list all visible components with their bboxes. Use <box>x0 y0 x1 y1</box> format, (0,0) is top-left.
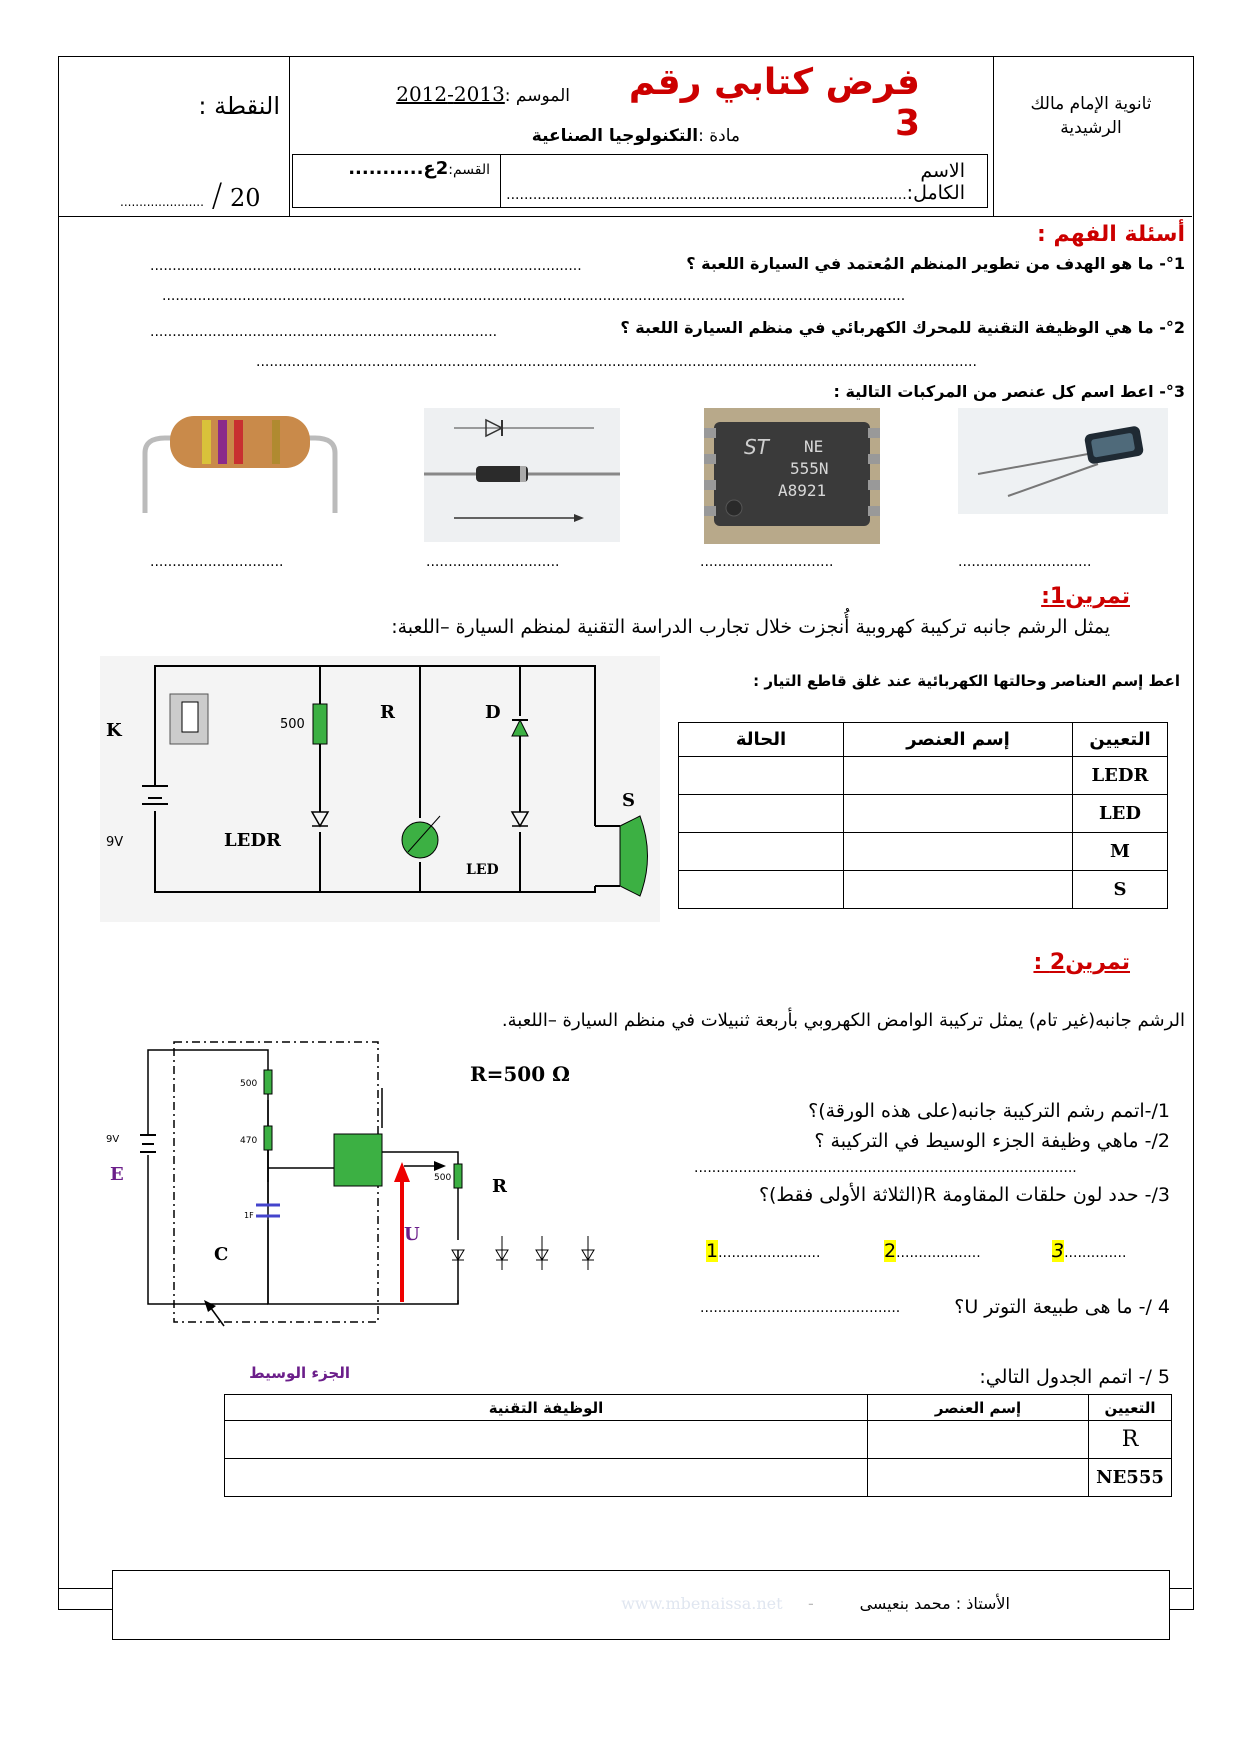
svg-text:K: K <box>106 720 122 741</box>
svg-text:ST: ST <box>744 435 769 459</box>
ne555-chip-image <box>704 408 880 544</box>
ring-3-answer[interactable]: 3.............. <box>1052 1240 1127 1262</box>
row-state-cell[interactable] <box>679 833 844 871</box>
exercise-2-table <box>224 1394 1172 1497</box>
exercise-1-instruction: اعط إسم العناصر وحالتها الكهربائية عند غلق قاطع التيار : <box>753 672 1180 690</box>
resistor-image <box>140 408 340 518</box>
subject: مادة :التكنولوجيا الصناعية <box>531 126 740 146</box>
row-function-cell[interactable] <box>225 1421 868 1459</box>
svg-text:500: 500 <box>240 1079 258 1089</box>
section-title-comprehension: أسئلة الفهم : <box>1036 222 1185 247</box>
capacitor-image <box>958 408 1168 514</box>
row-name-cell[interactable] <box>844 795 1073 833</box>
svg-text:E: E <box>110 1164 124 1185</box>
website-link[interactable]: www.mbenaissa.net <box>621 1594 783 1613</box>
row-designation: NE555 <box>1089 1459 1172 1497</box>
svg-text:LEDR: LEDR <box>224 830 281 851</box>
row-function-cell[interactable] <box>225 1459 868 1497</box>
row-name-cell[interactable] <box>844 871 1073 909</box>
svg-text:R: R <box>380 702 395 723</box>
exercise-2-question-1: 1/-اتمم رشم التركيبة جانبه(على هذه الورقة)؟ <box>808 1100 1170 1122</box>
col-header-state: الحالة <box>679 723 844 757</box>
answer-component-1[interactable]: .............................. <box>150 554 284 570</box>
answer-line-ex2-q2[interactable]: ...................................................................................... <box>694 1160 1077 1176</box>
school-name: ثانوية الإمام مالك الرشيدية <box>1030 94 1152 138</box>
answer-component-2[interactable]: .............................. <box>426 554 560 570</box>
answer-component-3[interactable]: .............................. <box>700 554 834 570</box>
col-header-designation: التعيين <box>1089 1395 1172 1421</box>
row-name-cell[interactable] <box>844 833 1073 871</box>
table-row <box>225 1459 1172 1497</box>
exercise-2-title: تمرين2 : <box>1033 950 1130 975</box>
exam-title: فرض كتابي رقم 3 <box>628 62 920 144</box>
col-header-technical-function: الوظيفة التقنية <box>225 1395 868 1421</box>
answer-line-1a[interactable]: ................................................................................................. <box>150 258 582 274</box>
col-header-designation: التعيين <box>1073 723 1168 757</box>
exercise-1-intro: يمثل الرشم جانبه تركيبة كهروبية أُنجزت خلال تجارب الدراسة التقنية لمنظم السيارة –اللعبة: <box>391 616 1110 638</box>
col-header-element-name: إسم العنصر <box>868 1395 1089 1421</box>
answer-line-2a[interactable]: .............................................................................. <box>150 324 498 340</box>
season: الموسم :2013-2012 <box>396 82 570 106</box>
exercise-1-table <box>678 722 1168 909</box>
row-designation: R <box>1089 1421 1172 1459</box>
row-designation: M <box>1073 833 1168 871</box>
answer-component-4[interactable]: .............................. <box>958 554 1092 570</box>
svg-text:U: U <box>404 1224 420 1245</box>
svg-text:555N: 555N <box>790 459 829 478</box>
col-header-element-name: إسم العنصر <box>844 723 1073 757</box>
middle-part-label: الجزء الوسيط <box>249 1364 350 1382</box>
svg-text:NE: NE <box>804 437 824 456</box>
svg-text:500: 500 <box>434 1173 452 1183</box>
ring-2-answer[interactable]: 2................... <box>884 1240 981 1262</box>
svg-text:C: C <box>214 1244 229 1265</box>
diode-image <box>424 408 620 542</box>
full-name-field[interactable]: الاسم الكامل:.......................................................................................... <box>506 160 965 204</box>
answer-line-2b[interactable]: .................................................................................................................................................................. <box>256 354 977 370</box>
svg-text:A8921: A8921 <box>778 481 827 500</box>
exercise-1-circuit <box>100 656 660 922</box>
row-state-cell[interactable] <box>679 871 844 909</box>
footer-credit: الأستاذ : محمد بنعيسى - www.mbenaissa.net <box>621 1594 1010 1613</box>
row-name-cell[interactable] <box>868 1421 1089 1459</box>
table-row <box>679 833 1168 871</box>
class-field[interactable]: القسم:2ع........... <box>348 158 490 179</box>
table-row <box>679 795 1168 833</box>
exercise-2-question-2: 2/- ماهي وظيفة الجزء الوسيط في التركيبة ؟ <box>814 1130 1170 1152</box>
row-name-cell[interactable] <box>868 1459 1089 1497</box>
row-state-cell[interactable] <box>679 795 844 833</box>
row-designation: LEDR <box>1073 757 1168 795</box>
svg-text:470: 470 <box>240 1136 258 1146</box>
row-designation: S <box>1073 871 1168 909</box>
grade-label: النقطة : <box>198 92 280 120</box>
svg-text:LED: LED <box>466 862 499 878</box>
exercise-2-question-3: 3/- حدد لون حلقات المقاومة R(الثلاثة الأولى فقط)؟ <box>758 1184 1170 1206</box>
exercise-1-title: تمرين1: <box>1041 584 1130 609</box>
resistance-value: R=500 Ω <box>470 1062 570 1086</box>
svg-text:D: D <box>485 702 501 723</box>
question-2: °2- ما هي الوظيفة التقنية للمحرك الكهربائي في منظم السيارة اللعبة ؟ <box>620 318 1185 337</box>
svg-text:9V: 9V <box>106 1134 120 1145</box>
svg-text:9V: 9V <box>106 835 124 850</box>
info-divider <box>500 154 501 208</box>
exercise-2-question-4: 4 /- ما هى طبيعة التوتر U؟ <box>954 1296 1170 1318</box>
answer-line-ex2-q4[interactable]: ............................................. <box>700 1300 901 1316</box>
header-right-divider <box>993 56 994 216</box>
svg-text:R: R <box>492 1176 507 1197</box>
ring-1-answer[interactable]: 1....................... <box>706 1240 821 1262</box>
svg-text:S: S <box>622 790 635 811</box>
table-row <box>225 1421 1172 1459</box>
table-row <box>679 757 1168 795</box>
exercise-2-question-5: 5 /- اتمم الجدول التالي: <box>979 1366 1170 1388</box>
svg-text:500: 500 <box>280 717 305 732</box>
question-3: °3- اعط اسم كل عنصر من المركبات التالية : <box>833 382 1185 401</box>
row-name-cell[interactable] <box>844 757 1073 795</box>
grade-field[interactable]: ...................... / 20 <box>120 176 261 214</box>
question-1: °1- ما هو الهدف من تطوير المنظم المُعتمد في السيارة اللعبة ؟ <box>686 254 1185 273</box>
answer-line-1b[interactable]: ....................................................................................................................................................................... <box>162 288 906 304</box>
row-designation: LED <box>1073 795 1168 833</box>
header-divider <box>58 216 1192 217</box>
row-state-cell[interactable] <box>679 757 844 795</box>
svg-text:1F: 1F <box>244 1211 254 1220</box>
exercise-2-intro: الرشم جانبه(غير تام) يمثل تركيبة الوامض الكهروبي بأربعة ثنبيلات في منظم السيارة –اللعبة. <box>501 1010 1185 1031</box>
table-row <box>679 871 1168 909</box>
